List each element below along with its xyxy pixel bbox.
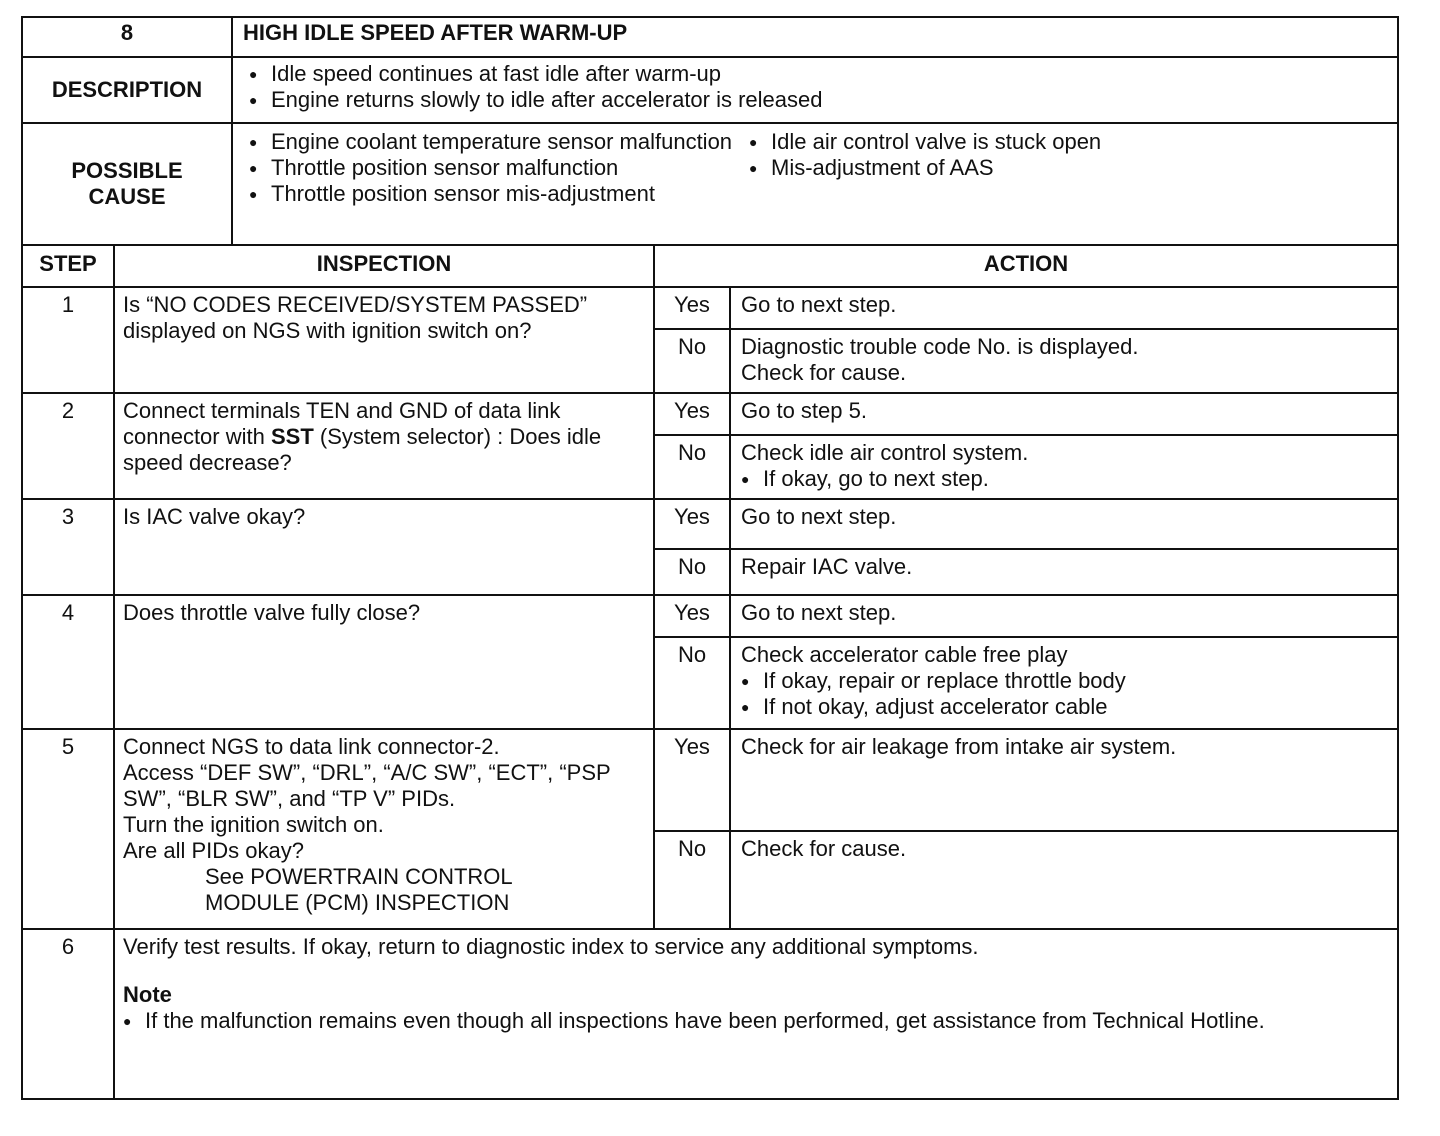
final-step-text bbox=[114, 929, 1398, 1099]
symptom-header-table bbox=[21, 16, 1399, 246]
step-row bbox=[22, 499, 1398, 549]
no-action bbox=[730, 329, 1398, 393]
yes-action: Check for air leakage from intake air system. bbox=[730, 729, 1398, 831]
no-label: No bbox=[654, 329, 730, 393]
inspection-line: Access “DEF SW”, “DRL”, “A/C SW”, “ECT”, “PSP SW”, “BLR SW”, and “TP V” PIDs. bbox=[123, 760, 611, 811]
steps-table bbox=[21, 244, 1399, 1100]
step-number: 5 bbox=[22, 729, 114, 929]
no-action-bullet: ● If not okay, adjust accelerator cable bbox=[733, 694, 1387, 720]
description-item: ● Idle speed continues at fast idle after warm-up bbox=[241, 61, 1387, 87]
column-header-step: STEP bbox=[22, 245, 114, 287]
inspection-text-part: Connect terminals TEN and GND of data link connector with bbox=[123, 398, 561, 449]
see-reference: MODULE (PCM) INSPECTION bbox=[205, 890, 510, 915]
yes-action: Go to step 5. bbox=[730, 393, 1398, 435]
inspection-text: Does throttle valve fully close? bbox=[114, 595, 654, 729]
inspection-line: Are all PIDs okay? bbox=[123, 838, 304, 863]
see-reference: See POWERTRAIN CONTROL bbox=[205, 864, 513, 889]
cause-item: ● Engine coolant temperature sensor malfunction bbox=[241, 129, 741, 155]
no-action-line: Check accelerator cable free play bbox=[741, 642, 1068, 667]
possible-cause-label-line1: POSSIBLE bbox=[71, 158, 183, 183]
no-label: No bbox=[654, 831, 730, 929]
possible-cause-label-line2: CAUSE bbox=[88, 184, 166, 209]
inspection-text bbox=[114, 729, 654, 929]
no-label: No bbox=[654, 549, 730, 595]
step-number: 1 bbox=[22, 287, 114, 393]
yes-action: Go to next step. bbox=[730, 499, 1398, 549]
no-action-line: Diagnostic trouble code No. is displayed. bbox=[741, 334, 1139, 359]
inspection-text: Is “NO CODES RECEIVED/SYSTEM PASSED” displayed on NGS with ignition switch on? bbox=[114, 287, 654, 393]
inspection-text-part: (System selector) : Does idle speed decrease? bbox=[123, 424, 602, 475]
yes-action: Go to next step. bbox=[730, 287, 1398, 329]
step-row bbox=[22, 287, 1398, 329]
no-action-line: Check for cause. bbox=[741, 360, 907, 385]
yes-label: Yes bbox=[654, 499, 730, 549]
step-row bbox=[22, 729, 1398, 831]
inspection-text: Is IAC valve okay? bbox=[114, 499, 654, 595]
step-number: 4 bbox=[22, 595, 114, 729]
possible-cause-cell bbox=[232, 123, 1398, 245]
description-label: DESCRIPTION bbox=[22, 57, 232, 123]
no-action: Check for cause. bbox=[730, 831, 1398, 929]
no-action: Repair IAC valve. bbox=[730, 549, 1398, 595]
troubleshooting-page bbox=[21, 16, 1399, 1110]
note-heading: Note bbox=[123, 982, 172, 1007]
no-label: No bbox=[654, 435, 730, 499]
step-number: 2 bbox=[22, 393, 114, 499]
description-item: ● Engine returns slowly to idle after accelerator is released bbox=[241, 87, 1387, 113]
column-header-inspection: INSPECTION bbox=[114, 245, 654, 287]
step-row bbox=[22, 393, 1398, 435]
inspection-line: Connect NGS to data link connector-2. bbox=[123, 734, 500, 759]
column-header-action: ACTION bbox=[654, 245, 1398, 287]
no-action-bullet: ● If okay, repair or replace throttle body bbox=[733, 668, 1387, 694]
sst-term: SST bbox=[270, 424, 314, 449]
yes-action: Go to next step. bbox=[730, 595, 1398, 637]
description-cell bbox=[232, 57, 1398, 123]
no-label: No bbox=[654, 637, 730, 729]
cause-item: ● Throttle position sensor malfunction bbox=[241, 155, 741, 181]
cause-item: ● Mis-adjustment of AAS bbox=[741, 155, 1389, 181]
no-action bbox=[730, 435, 1398, 499]
yes-label: Yes bbox=[654, 393, 730, 435]
symptom-number: 8 bbox=[22, 17, 232, 57]
no-action-bullet: ● If okay, go to next step. bbox=[733, 466, 1387, 492]
yes-label: Yes bbox=[654, 729, 730, 831]
yes-label: Yes bbox=[654, 595, 730, 637]
no-action bbox=[730, 637, 1398, 729]
yes-label: Yes bbox=[654, 287, 730, 329]
possible-cause-label bbox=[22, 123, 232, 245]
no-action-line: Check idle air control system. bbox=[741, 440, 1029, 465]
symptom-title: HIGH IDLE SPEED AFTER WARM-UP bbox=[232, 17, 1398, 57]
note-bullet: ● If the malfunction remains even though all inspections have been performed, get assistance from Technical Hotline. bbox=[115, 1008, 1317, 1034]
cause-item: ● Throttle position sensor mis-adjustment bbox=[241, 181, 741, 207]
step-number: 6 bbox=[22, 929, 114, 1099]
inspection-line: Turn the ignition switch on. bbox=[123, 812, 384, 837]
step-number: 3 bbox=[22, 499, 114, 595]
step-row bbox=[22, 595, 1398, 637]
inspection-text bbox=[114, 393, 654, 499]
final-step-line: Verify test results. If okay, return to diagnostic index to service any additional symptoms. bbox=[123, 934, 979, 959]
cause-item: ● Idle air control valve is stuck open bbox=[741, 129, 1389, 155]
step-row bbox=[22, 929, 1398, 1099]
